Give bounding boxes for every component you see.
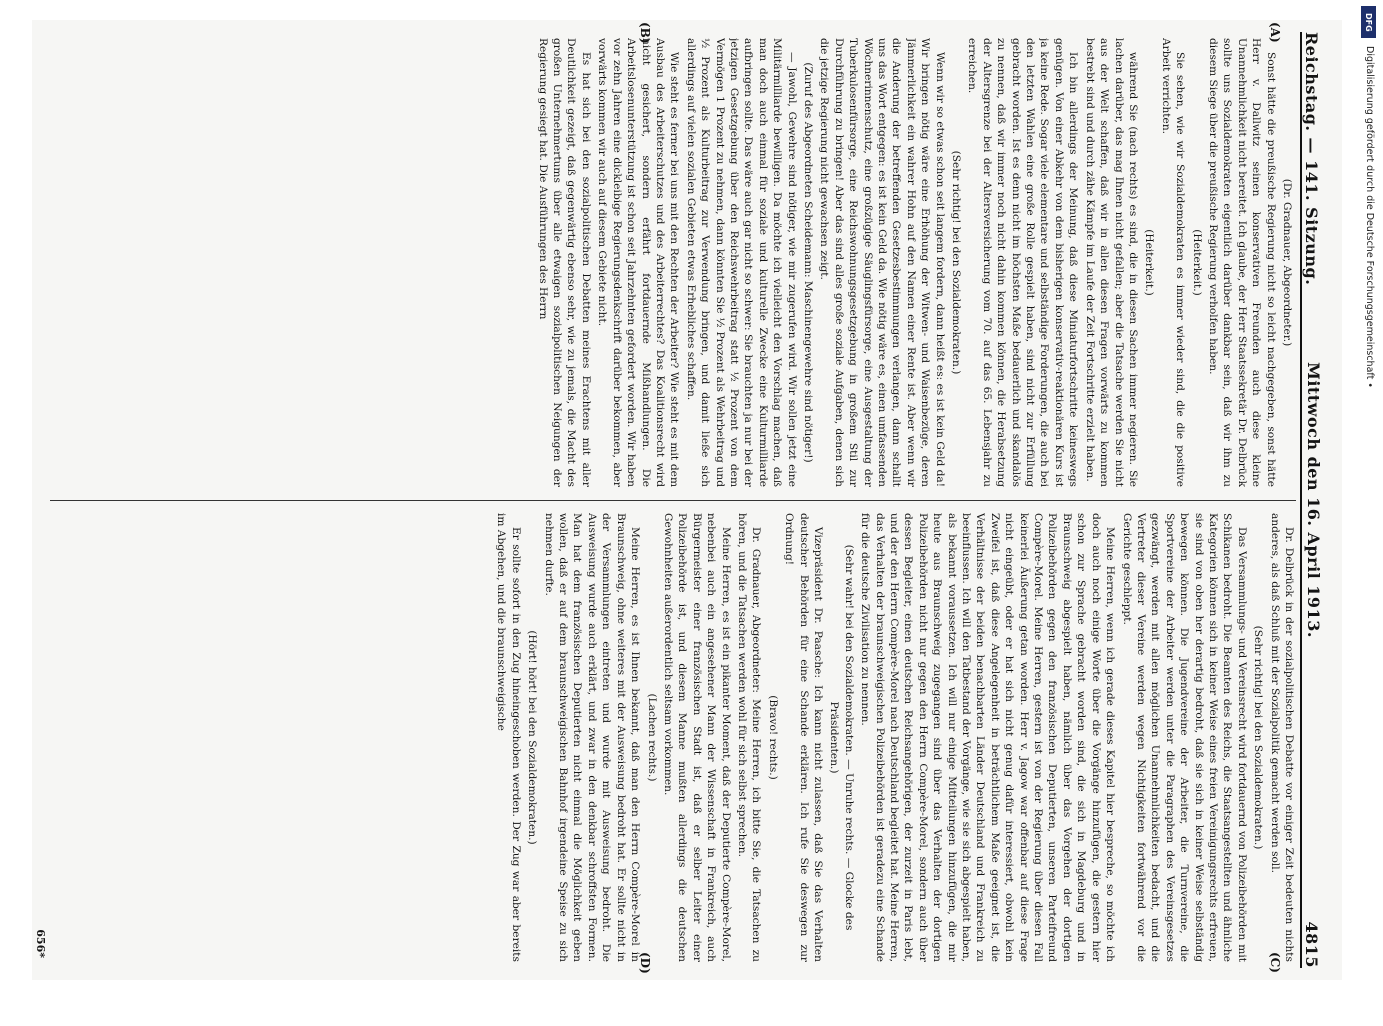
paragraph: Wie steht es ferner bei uns mit den Rechten der Arbeiter? Wie steht es mit dem Ausbau des Arbeiterschutzes und des Arbeiterrechtes? Das Koalitionsrecht wird nicht gesichert, sondern erfährt fortdauernde Mißhandlungen. Die Arbeitslosenunterstützung ist schon seit Jahrzehnten gefordert worden. Wir haben vor zehn Jahren eine dickleibige Regierungsdenkschrift darüber bekommen, aber vorwärts kommen wir auch auf diesem Gebiete nicht.: [596, 38, 681, 487]
paragraph: Ich bin allerdings der Meinung, daß diese Miniaturfortschritte keineswegs genügen. Von einer Abkehr von dem bisherigen konservativ-reaktionären Kurs ist ja keine Rede. Sogar viele elementare und selbständige Forderungen, die auch bei den letzten Wahlen eine große Rolle gespielt haben, sind nicht zur Erfüllung gebracht worden. Ist es denn nicht im höchsten Maße bedauerlich und skandalös zu nennen, daß wir immer noch nicht dahin kommen können, die Herabsetzung der Altersgrenze bei der Altersversicherung vom 70. auf das 65. Lebensjahr zu erreichen.: [966, 38, 1080, 487]
sheet-signature: 656*: [34, 929, 47, 958]
paragraph: Meine Herren, es ist ein pikanter Moment, daß der Deputierte Compère-Morel, nebenbei auch ein angesehener Mann der Wissenschaft in Frankreich, auch Bürgermeister einer französischen Stadt ist, daß er selber Leiter einer Polizeibehörde ist, und diesem Manne mußten allerdings die deutschen Gewohnheiten außerordentlich seltsam vorkommen.: [661, 513, 732, 962]
margin-marker-a: (A): [1268, 22, 1282, 43]
digitization-sidebar: [1361, 6, 1377, 986]
margin-marker-b: (B): [638, 22, 652, 44]
paragraph: Vizepräsident Dr. Paasche: Ich kann nicht zulassen, daß Sie das Verhalten deutscher Behörden für eine Schande erklären. Ich rufe Sie deswegen zur Ordnung!: [783, 513, 824, 962]
interjection: (Heiterkeit.): [1190, 229, 1203, 296]
rotated-page-content: [32, 20, 1342, 980]
paragraph: — Jawohl, Gewehre sind nötiger, wie mir zugerufen wird. Wir sollen jetzt eine Militärmilliarde bewilligen. Da möchte ich vielleicht den Vorschlag machen, daß man doch auch einmal für soziale und kulturelle Zwecke eine Kulturmilliarde aufbringen sollte. Das wäre auch gar nicht so schwer: Sie brauchten ja nur bei der jetzigen Gesetzgebung über den Reichswehrbeitrag statt ½ Prozent von dem Vermögen 1 Prozent zu nehmen, dann könnten Sie ½ Prozent als Wehrbeitrag und ½ Prozent als Kulturbeitrag zur Verwendung bringen, und damit ließe sich allerdings auf vielen sozialen Gebieten etwas Erhebliches schaffen.: [684, 38, 798, 487]
paragraph: Er sollte sofort in den Zug hineingeschoben werden. Der Zug war aber bereits im Abgehen, und die braunschweigische: [495, 513, 522, 962]
paragraph: Sonst hätte die preußische Regierung nicht so leicht nachgegeben, sonst hätte Herr v. Dallwitz seinen konservativen Freunden auch diese kleine Unannehmlichkeit nicht bereitet. Ich glaube, der Herr Staatssekretär Dr. Delbrück sollte uns Sozialdemokraten eigentlich darüber dankbar sein, daß wir ihm zu diesem Siege über die preußische Regierung verholfen haben.: [1206, 38, 1277, 487]
document-page: [32, 20, 1342, 980]
paragraph: Dr. Gradnauer, Abgeordneter: Meine Herren, ich bitte Sie, die Tatsachen zu hören, und die Tatsachen werden wohl für sich selbst sprechen.: [735, 513, 763, 962]
margin-marker-c: (C): [1268, 952, 1282, 973]
interjection: (Sehr richtig! bei den Sozialdemokraten.): [1252, 625, 1265, 850]
interjection: (Bravo! rechts.): [766, 695, 779, 780]
interjection: (Dr. Gradnauer, Abgeordneter.): [1281, 178, 1293, 347]
digitization-credit: Digitalisierung gefördert durch die Deutsche Forschungsgemeinschaft •: [1364, 46, 1375, 388]
paragraph: Dr. Delbrück in der sozialpolitischen Debatte vor einiger Zeit bedeuten nichts anderes, als daß Schluß mit der Sozialpolitik gemacht werden soll.: [1268, 513, 1295, 962]
paragraph: Meine Herren, wenn ich gerade dieses Kapitel hier bespreche, so möchte ich doch auch noch einige Worte über die Vorgänge hinzufügen, die gestern hier schon zur Sprache gebracht worden sind, die sich in Magdeburg und in Braunschweig abgespielt haben, nämlich über das Vorgehen der dortigen Polizeibehörden gegen den französischen Deputierten, unseren Parteifreund Compère-Morel. Meine Herren, gestern ist von der Regierung über diesen Fall keinerlei Äußerung getan worden. Herr v. Jagow war offenbar auf diese Frage nicht eingeübt, oder er hat sich nicht genug dafür interessiert, obwohl kein Zweifel ist, daß diese Angelegenheit in beträchtlichem Maße geeignet ist, die Verhältnisse der beiden benachbarten Länder Deutschland und Frankreich zu beeinflussen. Ich will den Tatbestand der Vorgänge, wie sie sich abgespielt haben, als bekannt voraussetzen. Ich will nur einige Mitteilungen hinzufügen, die mir heute aus Braunschweig zugegangen sind über das Verhalten der dortigen Polizeibehörden nicht nur gegen den Herrn Compère-Morel, sondern auch über dessen Begleiter, einen deutschen Reichsangehörigen, der zurzeit in Paris lebt, und der den Herrn Compère-Morel nach Deutschland begleitet hat. Meine Herren, das Verhalten der braunschweigischen Polizeibehörden ist geradezu eine Schande für die deutsche Zivilisation zu nennen.: [859, 513, 1117, 962]
paragraph: Es hat sich bei den sozialpolitischen Debatten meines Erachtens mit aller Deutlichkeit gezeigt, daß gegenwärtig ebenso sehr, wie zu jemals, die Macht des großen Unternehmertums über alle etwaigen sozialpolitischen Neigungen der Regierung gesiegt hat. Die Ausführungen des Herrn: [536, 38, 592, 487]
paragraph: während Sie (nach rechts) es sind, die in diesen Sachen immer negieren. Sie lachen darüber, das mag Ihnen nicht gefallen; aber die Tatsache werden Sie nicht aus der Welt schaffen, daß wir in allen diesen Fragen vorwärts zu kommen bestrebt sind und durch zähe Kämpfe im Laufe der Zeit Fortschritte erzielt haben.: [1083, 38, 1139, 487]
page-number: 4815: [1302, 921, 1321, 968]
paragraph: Das Versammlungs- und Vereinsrecht wird fortdauernd von Polizeibehörden mit Schikanen bedroht. Die Beamten des Reichs, die Staatsangestellten und ähnliche Kategorien können sich in keiner Weise eines freien Vereinigungsrechts erfreuen, sie sind von oben her derartig bedroht, daß sie sich in keiner Weise selbständig bewegen können. Die Jugendvereine der Arbeiter, die Turnvereine, die Sportvereine der Arbeiter werden unter die Paragraphen des Vereinsgesetzes gezwängt, werden mit allen möglichen Unannehmlichkeiten bedacht, und die Vertreter dieser Vereine werden wegen Nichtigkeiten fortwährend vor die Gerichte geschleppt.: [1120, 513, 1248, 962]
interjection: (Zuruf des Abgeordneten Scheidemann: Maschinengewehre sind nötiger!): [802, 62, 814, 463]
interjection: (Sehr wahr! bei den Sozialdemokraten. — Unruhe rechts. — Glocke des Präsidenten.): [828, 544, 855, 931]
interjection: (Sehr richtig! bei den Sozialdemokraten.): [950, 150, 963, 375]
paragraph: Meine Herren, es ist Ihnen bekannt, daß man den Herrn Compère-Morel in Braunschweig, ohne weiteres mit der Ausweisung bedroht hat. Er sollte nicht in der Versammlungen eintreten und wurde mit Ausweisung bedroht. Die Ausweisung wurde auch erklärt, und zwar in den denkbar schroffsten Formen. Man hat dem französischen Deputierten nicht einmal die Möglichkeit geben wollen, daß er auf dem braunschweigischen Bahnhof irgendeine Speise zu sich nehmen durfte.: [542, 513, 642, 962]
column-right: [50, 513, 1296, 962]
header-left: Reichstag. — 141. Sitzung.: [1302, 32, 1321, 286]
column-left: [50, 38, 1296, 487]
page-header: [1300, 32, 1328, 968]
header-center: Mittwoch den 16. April 1913.: [1304, 362, 1323, 638]
columns: [50, 38, 1296, 962]
interjection: (Heiterkeit.): [1143, 229, 1156, 296]
margin-marker-d: (D): [638, 952, 652, 974]
dfg-logo: DFG: [1361, 6, 1376, 38]
paragraph: Sie sehen, wie wir Sozialdemokraten es immer wieder sind, die die positive Arbeit verrichten.: [1159, 38, 1187, 487]
interjection: (Hört! hört! bei den Sozialdemokraten.): [526, 630, 539, 845]
paragraph: Wenn wir so etwas schon seit langem fordern, dann heißt es: es ist kein Geld da! Wir bringen nötig wäre eine Erhöhung der Witwen- und Waisenbezüge, deren Jämmerlichkeit ein wahrer Hohn auf den Namen einer Rente ist. Aber wenn wir die Anderung der betreffenden Gesetzesbestimmungen verlangen, dann schallt uns das Wort entgegen: es ist kein Geld da. Wie nötig wäre es, einen umfassenden Wöchnerinnenschutz, eine großzügige Säuglingsfürsorge, eine Ausgestaltung der Tuberkulosenfürsorge, eine Reichswohnungsgesetzgebung in großem Stil zur Durchführung zu bringen! Aber das sind alles große soziale Aufgaben, denen sich die jetzige Regierung nicht gewachsen zeigt.: [818, 38, 946, 487]
interjection: (Lachen rechts.): [645, 693, 658, 782]
